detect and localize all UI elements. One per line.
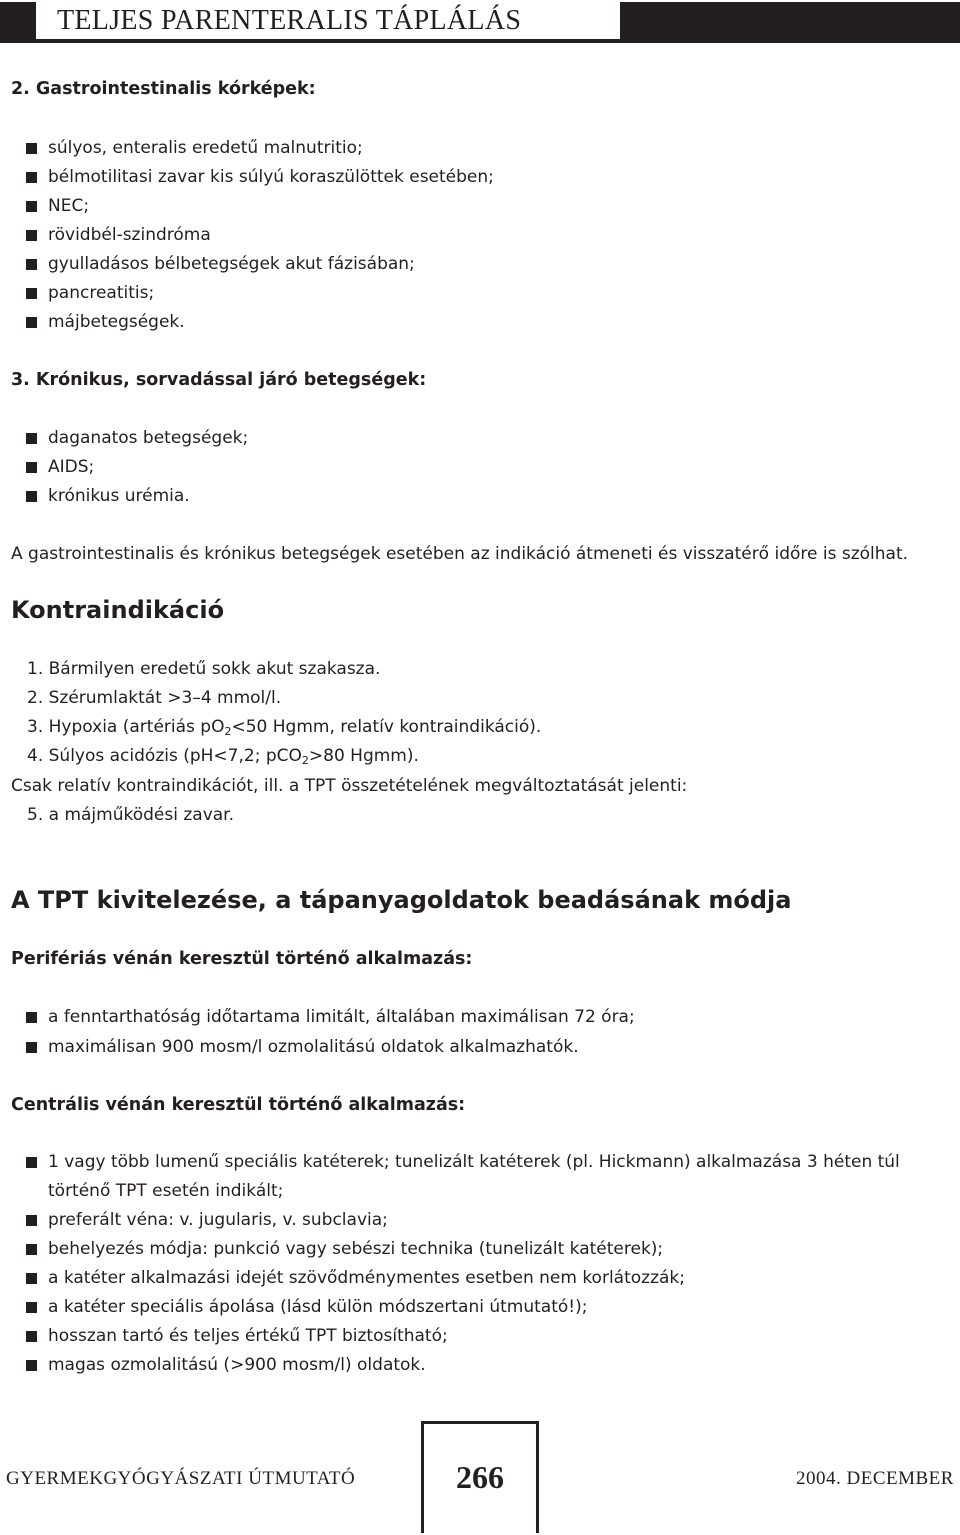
relative-contraindication-note: Csak relatív kontraindikációt, ill. a TPT összetételének megváltoztatását jelenti: [11,776,688,796]
bullet-square-icon [26,1302,37,1313]
page-title: TELJES PARENTERALIS TÁPLÁLÁS [57,5,522,36]
contraindication-item-5: 5. a májműködési zavar. [27,805,235,825]
bullet-square-icon [26,288,37,299]
indication-note: A gastrointestinalis és krónikus betegségek esetében az indikáció átmeneti és visszatérő időre is szólhat. [11,544,909,564]
bullet-square-icon [26,1273,37,1284]
list-item: AIDS; [48,456,94,478]
bullet-square-icon [26,317,37,328]
bullet-square-icon [26,1012,37,1023]
list-item: preferált véna: v. jugularis, v. subclavia; [48,1209,388,1231]
bullet-square-icon [26,201,37,212]
bullet-square-icon [26,1157,37,1168]
contraindication-item-1: 1. Bármilyen eredetű sokk akut szakasza. [27,659,381,679]
list-item: gyulladásos bélbetegségek akut fázisában; [48,253,415,275]
contraindication-item-3: 3. Hypoxia (artériás $pO_2<50$ Hgmm, relatív kontraindikáció). [27,717,542,738]
bullet-square-icon [26,1042,37,1053]
contraindication-item-2: 2. Szérumlaktát >3–4 mmol/l. [27,688,282,708]
footer-date: 2004. DECEMBER [796,1468,954,1489]
page-number: 266 [456,1459,504,1495]
peripheral-heading: Perifériás vénán keresztül történő alkalmazás: [11,949,473,969]
list-item: hosszan tartó és teljes értékű TPT biztosítható; [48,1325,448,1347]
list-item: májbetegségek. [48,311,185,333]
bullet-square-icon [26,1244,37,1255]
list-item: pancreatitis; [48,282,154,304]
bullet-square-icon [26,1215,37,1226]
footer-publication: GYERMEKGYÓGYÁSZATI ÚTMUTATÓ [6,1468,356,1489]
list-item-continuation: történő TPT esetén indikált; [48,1181,284,1201]
contraindication-item-4: 4. Súlyos acidózis (pH<7,2; pCO$_2$>80 Hgmm). [27,746,419,767]
list-item: a fenntarthatóság időtartama limitált, általában maximálisan 72 óra; [48,1006,635,1028]
list-item: behelyezés módja: punkció vagy sebészi technika (tunelizált katéterek); [48,1238,663,1260]
list-item: NEC; [48,195,89,217]
bullet-square-icon [26,259,37,270]
list-item: bélmotilitasi zavar kis súlyú koraszülöttek esetében; [48,166,494,188]
list-item: a katéter alkalmazási idejét szövődménymentes esetben nem korlátozzák; [48,1267,685,1289]
list-item: daganatos betegségek; [48,427,248,449]
section-2-heading: 2. Gastrointestinalis kórképek: [11,79,316,99]
bullet-square-icon [26,230,37,241]
bullet-square-icon [26,491,37,502]
list-item: súlyos, enteralis eredetű malnutritio; [48,137,363,159]
bullet-square-icon [26,1360,37,1371]
list-item: a katéter speciális ápolása (lásd külön módszertani útmutató!); [48,1296,587,1318]
bullet-square-icon [26,433,37,444]
list-item: magas ozmolalitású (>900 mosm/l) oldatok. [48,1354,426,1376]
tpt-heading: A TPT kivitelezése, a tápanyagoldatok beadásának módja [11,886,792,914]
bullet-square-icon [26,143,37,154]
bullet-square-icon [26,462,37,473]
section-3-heading: 3. Krónikus, sorvadással járó betegségek: [11,370,427,390]
list-item: 1 vagy több lumenű speciális katéterek; tunelizált katéterek (pl. Hickmann) alkalmazása 3 héten túl [48,1151,900,1173]
list-item: rövidbél-szindróma [48,224,211,246]
bullet-square-icon [26,172,37,183]
contraindication-heading: Kontraindikáció [11,596,225,624]
central-heading: Centrális vénán keresztül történő alkalmazás: [11,1095,466,1115]
list-item: maximálisan 900 mosm/l ozmolalitású oldatok alkalmazhatók. [48,1036,579,1058]
list-item: krónikus urémia. [48,485,190,507]
bullet-square-icon [26,1331,37,1342]
